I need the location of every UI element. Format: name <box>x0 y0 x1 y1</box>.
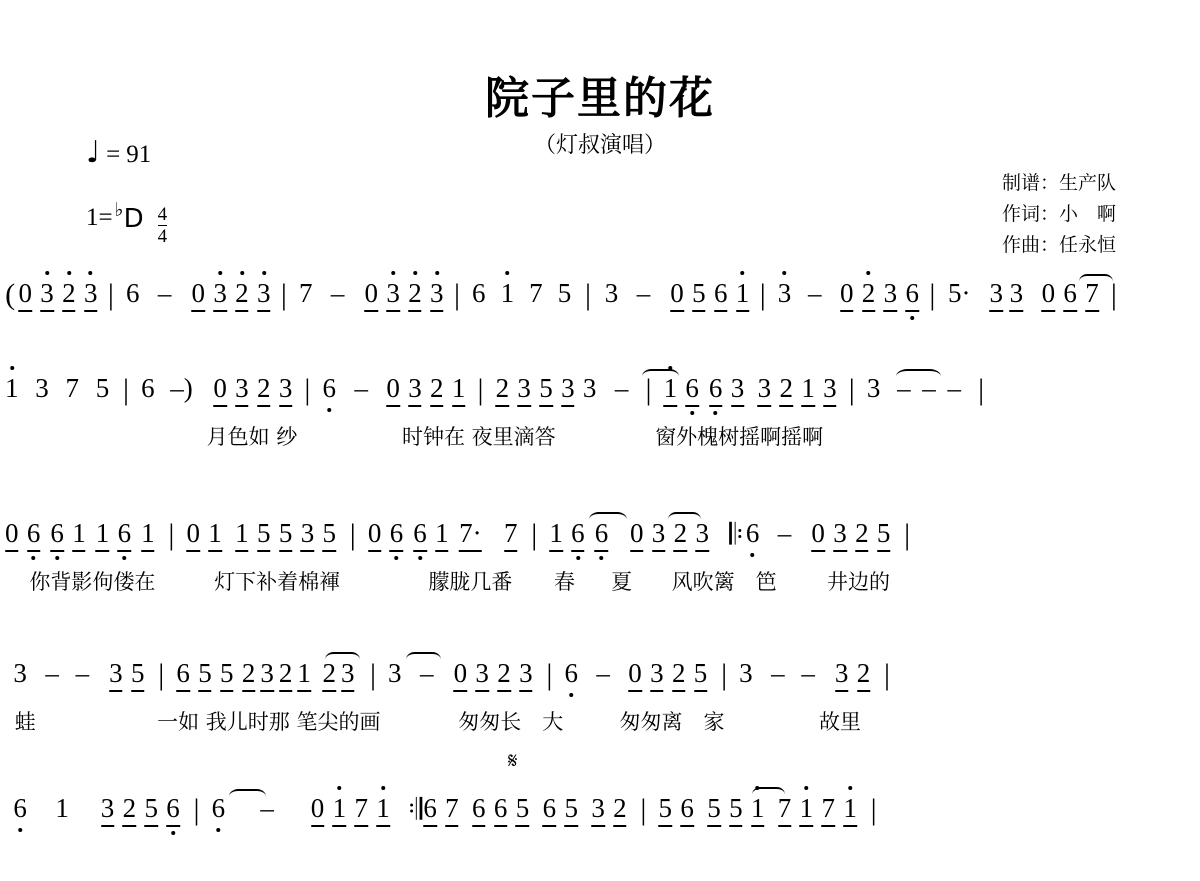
barline: | <box>304 373 311 406</box>
page-subtitle: （灯叔演唱） <box>533 133 666 158</box>
slur-arc <box>668 512 702 527</box>
note-5: 5 <box>557 278 572 308</box>
notation-symbol: – <box>771 658 785 688</box>
credits <box>1002 168 1116 260</box>
lyric-text: 春 <box>553 570 575 594</box>
note-2: 2 <box>242 660 256 692</box>
note-5: 5 <box>877 520 891 552</box>
note-7: 7 <box>1085 280 1099 312</box>
note-5: 5 <box>694 660 708 692</box>
note-6: 6 <box>166 795 180 827</box>
note-2: 2 <box>674 520 688 552</box>
note-1: 1 <box>376 795 390 827</box>
note-7: 7 <box>529 278 543 308</box>
note-6: 6 <box>745 518 760 548</box>
note-0: 0 <box>811 520 825 552</box>
note-6: 6 <box>905 280 919 312</box>
note-5: 5 <box>131 660 145 692</box>
note-3: 3 <box>519 660 533 692</box>
note-6: 6 <box>390 520 404 552</box>
note-1: 1 <box>452 375 466 407</box>
barline: | <box>584 278 592 311</box>
note-1: 1 <box>333 795 347 827</box>
slur-arc <box>1079 274 1113 289</box>
note-6: 6 <box>118 520 132 552</box>
lyric-text: 井边的 <box>826 570 890 594</box>
note-3: 3 <box>989 280 1003 312</box>
system-4-notes <box>0 660 1200 712</box>
lyric-text: 风吹篱 笆 <box>671 570 777 594</box>
note-2: 2 <box>62 280 76 312</box>
note-7: 7 <box>445 795 459 827</box>
lyric-text: 蛙 <box>14 710 36 734</box>
note-0: 0 <box>191 280 205 312</box>
note-3: 3 <box>386 280 400 312</box>
note-2: 2 <box>235 280 249 312</box>
note-3: 3 <box>561 375 575 407</box>
system-4 <box>0 660 1200 746</box>
barline: | <box>531 518 538 551</box>
note-5: 5 <box>198 660 212 692</box>
lyric-text: 夏 <box>611 570 633 594</box>
note-3: 3 <box>430 280 444 312</box>
note-1: 1 <box>141 520 155 552</box>
system-2-lyrics <box>0 427 1200 461</box>
credit-composer: 作曲：任永恒 <box>1001 233 1116 256</box>
note-3: 3 <box>388 658 402 688</box>
slur-arc <box>896 369 941 384</box>
barline: | <box>645 373 652 406</box>
note-7: 7 <box>778 795 792 827</box>
credit-arranger: 制谱：生产队 <box>1001 172 1116 194</box>
note-1: 1 <box>208 520 222 552</box>
note-1: 1 <box>235 520 249 552</box>
lyric-text: 一如 我儿时那 笔尖的画 <box>157 710 381 734</box>
lyric-text: 匆匆长 大 <box>458 710 564 734</box>
note-6: 6 <box>1063 280 1077 312</box>
barline: | <box>759 278 766 311</box>
notation-symbol: – <box>808 278 822 308</box>
system-3-notes <box>0 517 1200 572</box>
barline: | <box>721 658 728 691</box>
note-7·: 7· <box>459 520 482 552</box>
note-1: 1 <box>55 793 69 823</box>
note-1: 1 <box>435 520 449 552</box>
note-6: 6 <box>125 278 140 308</box>
note-5: 5 <box>144 795 158 827</box>
barline: | <box>158 658 165 691</box>
barline: | <box>884 658 891 691</box>
note-3: 3 <box>13 658 27 688</box>
barline: | <box>640 793 647 826</box>
note-0: 0 <box>386 375 400 407</box>
note-0: 0 <box>670 280 684 312</box>
quarter-note-icon: ♩ <box>86 135 101 170</box>
note-3: 3 <box>109 660 123 692</box>
note-3: 3 <box>884 280 898 312</box>
system-5-lyrics <box>0 847 1200 881</box>
barline: | <box>477 373 484 406</box>
note-2: 2 <box>497 660 511 692</box>
note-6: 6 <box>322 373 337 403</box>
lyric-text: 匆匆离 家 <box>619 710 725 734</box>
note-3: 3 <box>604 278 619 308</box>
note-0: 0 <box>630 520 644 552</box>
slur-arc <box>642 369 679 384</box>
note-3: 3 <box>652 520 666 552</box>
notation-symbol: – <box>636 278 651 308</box>
system-1-notes <box>0 280 1200 332</box>
note-5: 5 <box>539 375 553 407</box>
note-5·: 5· <box>948 278 971 308</box>
flat-icon: ♭ <box>114 199 124 221</box>
note-3: 3 <box>40 280 54 312</box>
notation-symbol: – <box>897 373 911 403</box>
repeat-start-icon: 𝄆 <box>729 517 744 551</box>
tempo-marking <box>86 135 152 170</box>
note-1: 1 <box>736 280 750 312</box>
note-5: 5 <box>95 373 110 403</box>
note-2: 2 <box>123 795 137 827</box>
note-7: 7 <box>504 520 518 552</box>
slur-arc <box>752 787 786 802</box>
note-7: 7 <box>821 795 835 827</box>
notation-symbol: – <box>614 373 629 403</box>
note-3: 3 <box>823 375 837 407</box>
tempo-equals: = <box>106 141 121 168</box>
note-0: 0 <box>368 520 382 552</box>
note-1: 1 <box>801 375 815 407</box>
system-5-notes <box>0 749 1200 847</box>
note-3: 3 <box>257 280 271 312</box>
note-0: 0 <box>18 280 32 312</box>
note-3: 3 <box>777 278 792 308</box>
note-1: 1 <box>800 795 814 827</box>
barline: | <box>122 373 130 406</box>
note-5: 5 <box>220 660 234 692</box>
note-2: 2 <box>613 795 627 827</box>
repeat-end-icon: 𝄇 <box>408 792 423 826</box>
note-6: 6 <box>543 795 557 827</box>
note-5: 5 <box>564 795 578 827</box>
note-0: 0 <box>213 375 227 407</box>
note-0: 0 <box>1042 280 1056 312</box>
meter-numerator: 4 <box>157 204 168 225</box>
barline: | <box>1110 278 1117 311</box>
note-6: 6 <box>211 793 226 823</box>
lyric-text: 时钟在 夜里滴答 <box>401 425 556 449</box>
note-1: 1 <box>843 795 857 827</box>
note-6: 6 <box>413 520 427 552</box>
barline: | <box>978 373 985 406</box>
note-6: 6 <box>680 795 694 827</box>
notation-symbol: ( <box>5 278 16 311</box>
note-3: 3 <box>695 520 709 552</box>
note-1: 1 <box>5 373 19 403</box>
note-2: 2 <box>672 660 686 692</box>
note-6: 6 <box>423 795 437 827</box>
note-3: 3 <box>35 373 49 403</box>
barline: | <box>904 518 911 551</box>
note-0: 0 <box>5 520 19 552</box>
note-3: 3 <box>279 375 293 407</box>
note-6: 6 <box>13 793 27 823</box>
note-6: 6 <box>709 375 723 407</box>
system-3 <box>0 517 1200 606</box>
note-5: 5 <box>279 520 293 552</box>
note-0: 0 <box>365 280 379 312</box>
note-3: 3 <box>84 280 98 312</box>
note-3: 3 <box>301 520 315 552</box>
note-6: 6 <box>564 658 578 688</box>
slur-arc <box>325 652 360 667</box>
lyric-text: 窗外槐树摇啊摇啊 <box>655 425 824 449</box>
note-3: 3 <box>591 795 605 827</box>
system-4-lyrics <box>0 712 1200 746</box>
note-1: 1 <box>96 520 110 552</box>
note-2: 2 <box>323 660 337 692</box>
note-3: 3 <box>866 373 881 403</box>
note-5: 5 <box>659 795 673 827</box>
note-2: 2 <box>257 375 271 407</box>
note-3: 3 <box>833 520 847 552</box>
note-2: 2 <box>862 280 876 312</box>
notation-symbol: – <box>419 658 434 688</box>
notation-symbol: – <box>330 278 345 308</box>
key-letter: D <box>123 204 144 234</box>
note-0: 0 <box>840 280 854 312</box>
meter-denominator: 4 <box>157 225 168 247</box>
tempo-value: 91 <box>126 141 152 168</box>
note-3: 3 <box>517 375 531 407</box>
note-2: 2 <box>279 660 293 692</box>
notation-symbol: – <box>922 373 936 403</box>
segno-icon: 𝄋 <box>508 749 518 774</box>
system-1-lyrics <box>0 332 1200 366</box>
notation-symbol: – <box>260 793 274 823</box>
note-2: 2 <box>855 520 869 552</box>
lyric-text: 故里 <box>819 710 861 734</box>
note-1: 1 <box>664 375 678 407</box>
note-3: 3 <box>731 375 745 407</box>
note-6: 6 <box>141 373 155 403</box>
notation-symbol: – <box>801 658 815 688</box>
note-5: 5 <box>729 795 743 827</box>
note-6: 6 <box>176 660 190 692</box>
note-1: 1 <box>297 660 311 692</box>
note-2: 2 <box>430 375 444 407</box>
barline: | <box>369 658 376 691</box>
note-6: 6 <box>714 280 728 312</box>
note-7: 7 <box>299 278 313 308</box>
note-6: 6 <box>685 375 699 407</box>
note-3: 3 <box>650 660 664 692</box>
note-3: 3 <box>408 375 422 407</box>
notation-symbol: – <box>947 373 961 403</box>
lyric-text: 你背影佝偻在 <box>29 570 156 594</box>
note-2: 2 <box>496 375 510 407</box>
note-0: 0 <box>186 520 200 552</box>
note-5: 5 <box>323 520 337 552</box>
note-7: 7 <box>65 373 79 403</box>
barline: | <box>453 278 460 311</box>
barline: | <box>929 278 936 311</box>
slur-arc <box>406 652 441 667</box>
note-2: 2 <box>408 280 422 312</box>
note-5: 5 <box>257 520 271 552</box>
note-3: 3 <box>739 658 753 688</box>
note-3: 3 <box>475 660 489 692</box>
note-1: 1 <box>500 278 515 308</box>
lyric-text: 灯下补着棉褌 <box>214 570 341 594</box>
note-5: 5 <box>707 795 721 827</box>
barline: | <box>193 793 200 826</box>
note-3: 3 <box>582 373 597 403</box>
slur-arc <box>229 789 266 804</box>
note-0: 0 <box>454 660 468 692</box>
notation-symbol: – <box>45 658 59 688</box>
note-6: 6 <box>472 278 486 308</box>
system-2-notes <box>0 375 1200 427</box>
note-1: 1 <box>751 795 765 827</box>
barline: | <box>546 658 553 691</box>
note-6: 6 <box>494 795 508 827</box>
key-and-meter <box>86 199 168 247</box>
barline: | <box>168 518 175 551</box>
notation-symbol: – <box>157 278 172 308</box>
note-3: 3 <box>341 660 355 692</box>
slur-arc <box>589 512 628 527</box>
barline: | <box>280 278 287 311</box>
note-0: 0 <box>628 660 642 692</box>
note-3: 3 <box>758 375 772 407</box>
note-5: 5 <box>516 795 530 827</box>
note-0: 0 <box>311 795 325 827</box>
note-6: 6 <box>571 520 585 552</box>
notation-symbol: – <box>75 658 90 688</box>
note-2: 2 <box>779 375 793 407</box>
note-7: 7 <box>354 795 368 827</box>
lyric-text: 朦胧几番 <box>428 570 513 594</box>
barline: | <box>349 518 356 551</box>
barline: | <box>848 373 855 406</box>
system-2 <box>0 375 1200 461</box>
note-3: 3 <box>1010 280 1024 312</box>
note-2: 2 <box>857 660 871 692</box>
note-6: 6 <box>472 795 486 827</box>
credit-lyricist: 作词：小 啊 <box>1001 202 1116 225</box>
barline: | <box>870 793 877 826</box>
system-3-lyrics <box>0 572 1200 606</box>
note-3: 3 <box>101 795 115 827</box>
notation-symbol: –) <box>170 373 193 403</box>
system-1 <box>0 280 1200 366</box>
note-1: 1 <box>549 520 563 552</box>
note-6: 6 <box>595 520 609 552</box>
note-3: 3 <box>235 375 249 407</box>
system-5 <box>0 749 1200 881</box>
notation-symbol: – <box>354 373 368 403</box>
note-3: 3 <box>213 280 227 312</box>
notation-symbol: – <box>596 658 610 688</box>
key-prefix: 1= <box>86 204 113 231</box>
note-3: 3 <box>260 660 274 692</box>
note-5: 5 <box>692 280 706 312</box>
note-3: 3 <box>835 660 849 692</box>
note-6: 6 <box>50 520 64 552</box>
note-1: 1 <box>72 520 86 552</box>
barline: | <box>107 278 114 311</box>
lyric-text: 月色如 纱 <box>206 425 298 449</box>
notation-symbol: – <box>777 518 792 548</box>
note-6: 6 <box>27 520 41 552</box>
page-title: 院子里的花 <box>485 73 715 124</box>
time-signature <box>158 205 168 247</box>
